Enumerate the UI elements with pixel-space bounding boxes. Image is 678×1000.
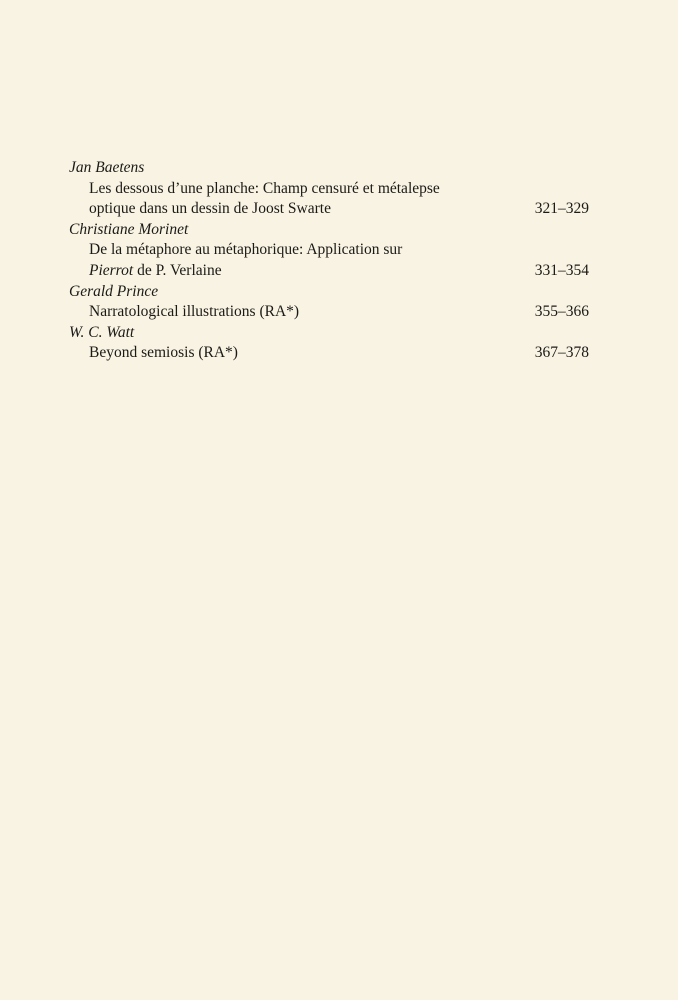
author-name: W. C. Watt [69,323,135,341]
author-name: Jan Baetens [69,159,145,176]
author-name: Gerald Prince [69,282,159,300]
article-title-line: Narratological illustrations (RA*) 355–366 [69,302,589,323]
page-range: 355–366 [534,303,589,321]
toc-entry-baetens [69,158,589,220]
table-of-contents [69,158,589,364]
article-title-line: optique dans un dessin de Joost Swarte 321–329 [69,199,589,220]
article-title-line: De la métaphore au métaphorique: Application sur [89,241,403,259]
toc-entry-morinet [69,220,589,282]
article-title-line: Les dessous d’une planche: Champ censuré et métalepse [89,179,440,197]
article-title-line: Beyond semiosis (RA*) 367–378 [69,343,589,364]
toc-entry-watt [69,323,589,364]
italic-title: Pierrot [89,261,134,279]
page-range: 321–329 [534,200,589,218]
page-range: 367–378 [534,344,589,362]
article-title-line: Pierrot de P. Verlaine 331–354 [69,261,589,282]
page-range: 331–354 [534,261,589,279]
toc-entry-prince [69,282,589,323]
author-name: Christiane Morinet [69,220,189,238]
